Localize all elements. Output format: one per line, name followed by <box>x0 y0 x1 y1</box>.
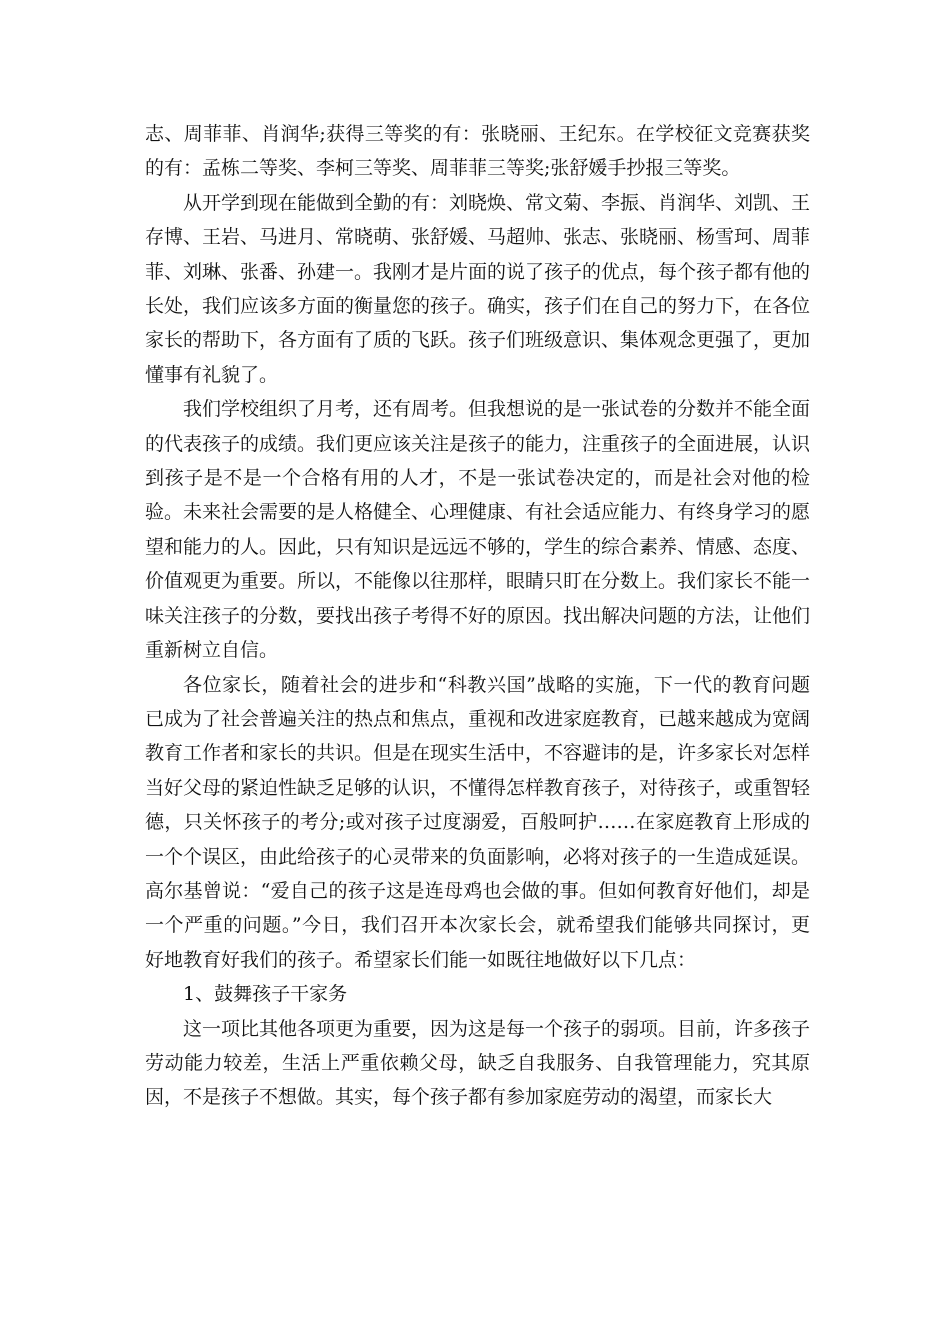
paragraph-exams: 我们学校组织了月考，还有周考。但我想说的是一张试卷的分数并不能全面的代表孩子的成绩。我们更应该关注是孩子的能力，注重孩子的全面进展，认识到孩子是不是一个合格有用的人才，不是一张试卷决定的，而是社会对他的检验。未来社会需要的是人格健全、心理健康、有社会适应能力、有终身学习的愿望和能力的人。因此，只有知识是远远不够的，学生的综合素养、情感、态度、价值观更为重要。所以，不能像以往那样，眼睛只盯在分数上。我们家长不能一味关注孩子的分数，要找出孩子考得不好的原因。找出解决问题的方法，让他们重新树立自信。 <box>145 398 811 662</box>
document-body <box>145 117 810 1115</box>
paragraph-attendance: 从开学到现在能做到全勤的有：刘晓焕、常文菊、李振、肖润华、刘凯、王存博、王岩、马进月、常晓萌、张舒媛、马超帅、张志、张晓丽、杨雪珂、周菲菲、刘琳、张番、孙建一。我刚才是片面的说了孩子的优点，每个孩子都有他的长处，我们应该多方面的衡量您的孩子。确实，孩子们在自己的努力下，在各位家长的帮助下，各方面有了质的飞跃。孩子们班级意识、集体观念更强了，更加懂事有礼貌了。 <box>145 191 811 386</box>
paragraph-housework: 这一项比其他各项更为重要，因为这是每一个孩子的弱项。目前，许多孩子劳动能力较差，生活上严重依赖父母，缺乏自我服务、自我管理能力，究其原因，不是孩子不想做。其实，每个孩子都有参加家庭劳动的渴望，而家长大 <box>145 1017 811 1109</box>
section-heading-housework: 1、鼓舞孩子干家务 <box>183 983 348 1006</box>
paragraph-awards: 志、周菲菲、肖润华;获得三等奖的有：张晓丽、王纪东。在学校征文竞赛获奖的有：孟栋二等奖、李柯三等奖、周菲菲三等奖;张舒媛手抄报三等奖。 <box>145 123 810 180</box>
paragraph-family-education: 各位家长，随着社会的进步和“科教兴国”战略的实施，下一代的教育问题已成为了社会普遍关注的热点和焦点，重视和改进家庭教育，已越来越成为宽阔教育工作者和家长的共识。但是在现实生活中，不容避讳的是，许多家长对怎样当好父母的紧迫性缺乏足够的认识，不懂得怎样教育孩子，对待孩子，或重智轻德，只关怀孩子的考分;或对孩子过度溺爱，百般呵护……在家庭教育上形成的一个个误区，由此给孩子的心灵带来的负面影响，必将对孩子的一生造成延误。高尔基曾说：“爱自己的孩子这是连母鸡也会做的事。但如何教育好他们，却是一个严重的问题。”今日，我们召开本次家长会，就希望我们能够共同探讨，更好地教育好我们的孩子。希望家长们能一如既往地做好以下几点： <box>145 673 811 971</box>
